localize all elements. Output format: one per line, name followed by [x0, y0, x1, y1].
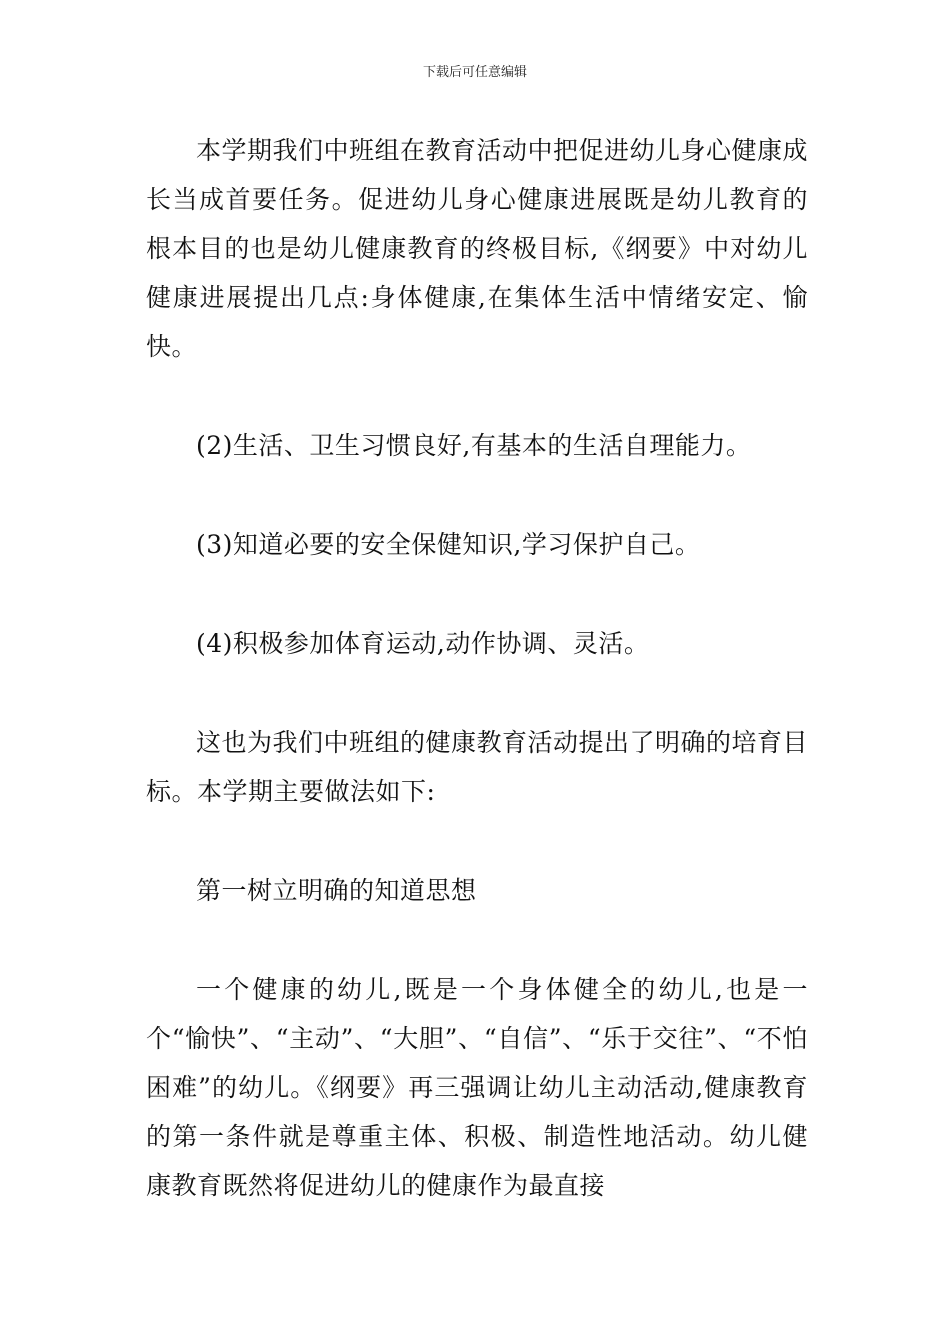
paragraph-item-3: (3)知道必要的安全保健知识,学习保护自己。 [196, 530, 701, 559]
paragraph-spacer [146, 371, 808, 421]
paragraph-intro: 本学期我们中班组在教育活动中把促进幼儿身心健康成长当成首要任务。促进幼儿身心健康进展既是幼儿教育的根本目的也是幼儿健康教育的终极目标,《纲要》中对幼儿健康进展提出几点:身体健康,在集体生活中情绪安定、愉快。 [146, 136, 809, 361]
document-body [146, 126, 808, 1210]
paragraph-spacer [146, 668, 808, 718]
paragraph-spacer [146, 816, 808, 866]
paragraph-spacer [146, 470, 808, 520]
section-heading: 第一树立明确的知道思想 [196, 876, 477, 905]
paragraph-goals: 这也为我们中班组的健康教育活动提出了明确的培育目标。本学期主要做法如下: [146, 728, 809, 806]
paragraph-healthy-child: 一个健康的幼儿,既是一个身体健全的幼儿,也是一个“愉快”、“主动”、“大胆”、“自信”、“乐于交往”、“不怕困难”的幼儿。《纲要》再三强调让幼儿主动活动,健康教育的第一条件就是尊重主体、积极、制造性地活动。幼儿健康教育既然将促进幼儿的健康作为最直接 [146, 975, 808, 1200]
page-header-note: 下载后可任意编辑 [422, 65, 527, 80]
paragraph-item-4: (4)积极参加体育运动,动作协调、灵活。 [196, 629, 650, 658]
paragraph-spacer [146, 915, 808, 965]
paragraph-item-2: (2)生活、卫生习惯良好,有基本的生活自理能力。 [196, 431, 752, 460]
paragraph-spacer [146, 569, 808, 619]
